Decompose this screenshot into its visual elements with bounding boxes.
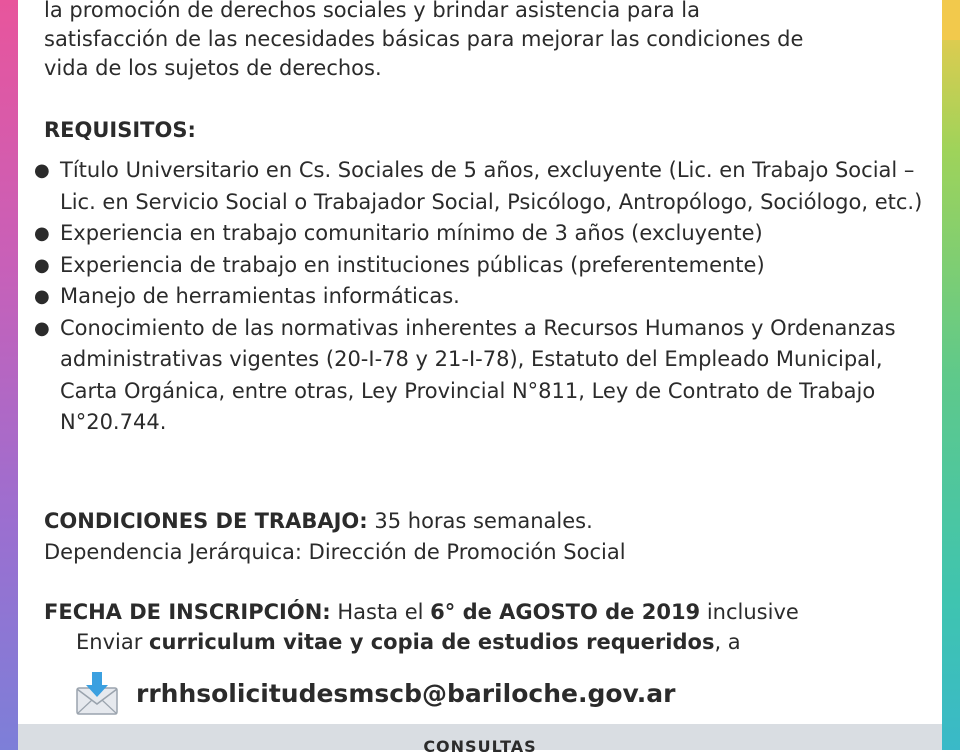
enviar-suffix: , a: [714, 630, 741, 654]
inscripcion-prefix: Hasta el: [330, 600, 431, 624]
left-gradient-frame: [0, 0, 18, 750]
inscripcion-suffix: inclusive: [700, 600, 799, 624]
requisito-text: Manejo de herramientas informáticas.: [60, 284, 460, 308]
list-item: [28, 313, 928, 439]
list-item: [28, 281, 928, 313]
intro-line: la promoción de derechos sociales y brindar asistencia para la: [44, 0, 701, 22]
enviar-line: [76, 627, 741, 657]
bullet-icon: ●: [34, 223, 50, 244]
document-body: [18, 0, 942, 756]
email-row: [74, 666, 675, 720]
condiciones-value: 35 horas semanales.: [367, 509, 593, 533]
intro-line: satisfacción de las necesidades básicas para mejorar las condiciones de: [44, 27, 804, 51]
condiciones-line: [44, 506, 593, 536]
mail-download-icon: [74, 670, 120, 716]
bullet-icon: ●: [34, 317, 50, 339]
list-item: [28, 218, 928, 250]
requisito-text: Título Universitario en Cs. Sociales de 5 años, excluyente (Lic. en Trabajo Social – Lic. en Servicio Social o Trabajador Social, Psicólogo, Antropólogo, Sociólogo, etc.): [60, 158, 923, 214]
enviar-docs: curriculum vitae y copia de estudios requeridos: [149, 630, 715, 654]
inscripcion-date: 6° de AGOSTO de 2019: [430, 600, 701, 624]
requisito-text: Experiencia en trabajo comunitario mínimo de 3 años (excluyente): [60, 221, 763, 245]
list-item: [28, 250, 928, 282]
requisitos-title: REQUISITOS:: [44, 118, 196, 142]
dependencia-line: Dependencia Jerárquica: Dirección de Promoción Social: [44, 540, 626, 564]
bullet-icon: ●: [34, 286, 50, 307]
inscripcion-line: [44, 597, 799, 627]
intro-line: vida de los sujetos de derechos.: [44, 56, 382, 80]
enviar-prefix: Enviar: [76, 630, 150, 654]
condiciones-label: CONDICIONES DE TRABAJO:: [44, 509, 368, 533]
requisito-text: Conocimiento de las normativas inherentes a Recursos Humanos y Ordenanzas administrativas vigentes (20-I-78 y 21-I-78), Estatuto del Empleado Municipal, Carta Orgánica, entre otras, Ley Provincial N°811, Ley de Contrato de Trabajo N°20.744.: [60, 315, 896, 434]
corner-accent: [942, 0, 960, 40]
contact-email[interactable]: rrhhsolicitudesmscb@bariloche.gov.ar: [136, 678, 676, 708]
intro-paragraph: [44, 0, 924, 83]
bullet-icon: ●: [34, 160, 50, 181]
footer-band: [18, 724, 942, 756]
bullet-icon: ●: [34, 254, 50, 276]
list-item: [28, 155, 928, 218]
requisitos-list: [28, 155, 928, 439]
inscripcion-label: FECHA DE INSCRIPCIÓN:: [44, 600, 331, 624]
right-gradient-frame: [942, 0, 960, 750]
consultas-label: CONSULTAS: [423, 737, 537, 756]
requisito-text: Experiencia de trabajo en instituciones públicas (preferentemente): [60, 252, 765, 277]
